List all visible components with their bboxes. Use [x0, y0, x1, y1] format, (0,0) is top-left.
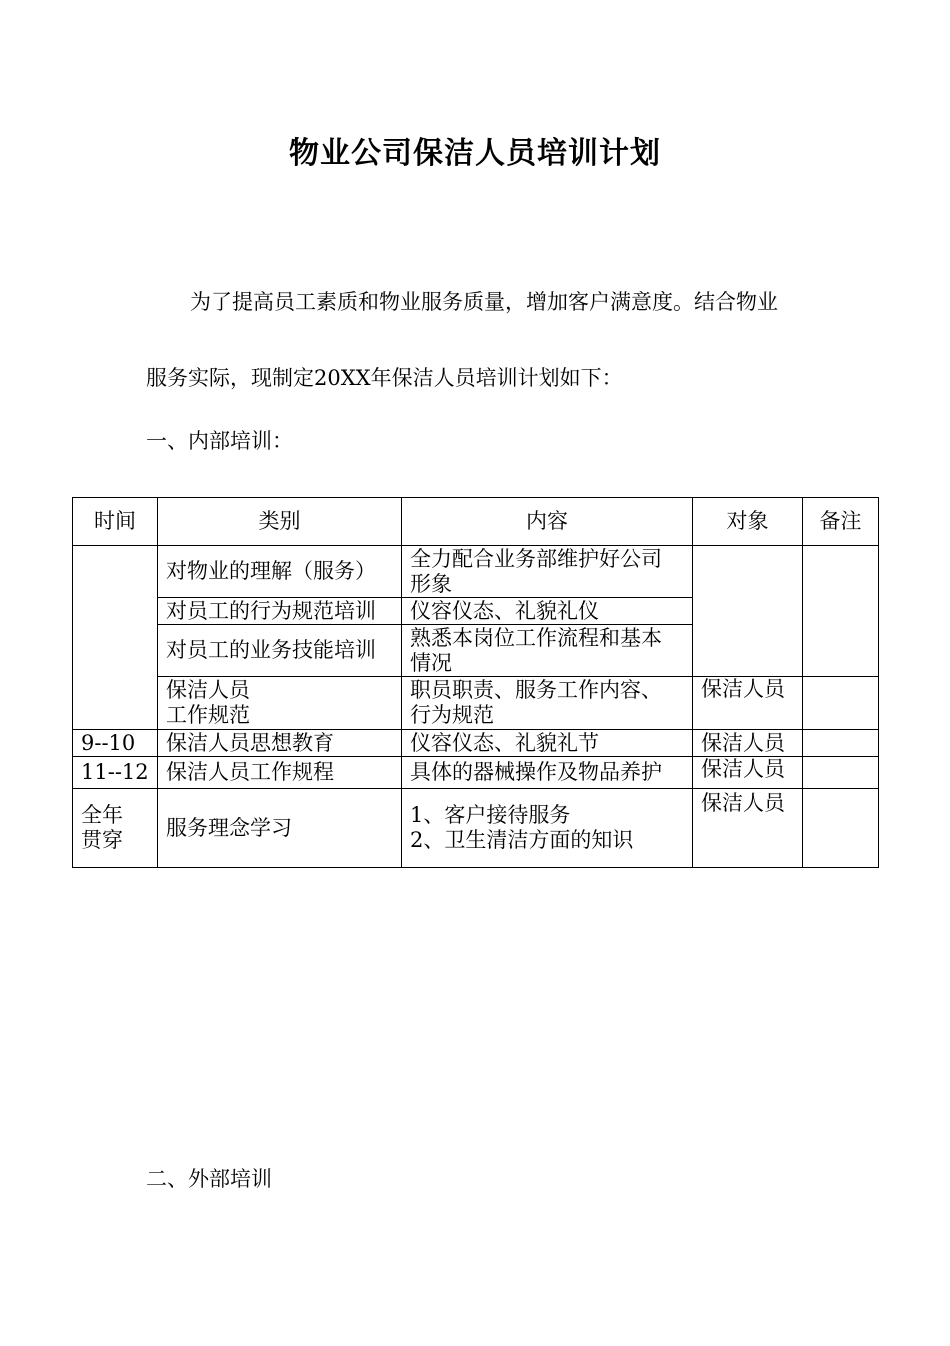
target-cell: 保洁人员	[693, 730, 803, 757]
time-cell: 9--10	[73, 730, 158, 757]
category-cell: 对员工的业务技能培训	[158, 625, 402, 677]
time-line: 全年	[81, 803, 123, 827]
target-cell: 保洁人员	[693, 677, 803, 730]
intro-line-2: 服务实际，现制定20XX年保洁人员培训计划如下：	[146, 366, 623, 390]
intro-line-1: 为了提高员工素质和物业服务质量，增加客户满意度。结合物业	[190, 290, 778, 314]
category-cell: 保洁人员思想教育	[158, 730, 402, 757]
training-plan-table	[72, 497, 879, 868]
content-line: 情况	[410, 650, 452, 675]
header-content: 内容	[402, 498, 693, 546]
header-target: 对象	[693, 498, 803, 546]
remarks-cell	[803, 677, 879, 730]
remarks-cell	[803, 789, 879, 868]
section-heading-internal: 一、内部培训：	[146, 429, 293, 453]
header-remarks: 备注	[803, 498, 879, 546]
time-cell	[73, 546, 158, 730]
table-header-row	[73, 498, 879, 546]
header-category: 类别	[158, 498, 402, 546]
content-cell	[402, 789, 693, 868]
table-row	[73, 730, 879, 757]
category-cell: 保洁人员工作规程	[158, 757, 402, 789]
content-cell: 具体的器械操作及物品养护	[402, 757, 693, 789]
content-cell	[402, 625, 693, 677]
category-cell: 对员工的行为规范培训	[158, 598, 402, 625]
content-cell: 仪容仪态、礼貌礼仪	[402, 598, 693, 625]
table-row	[73, 757, 879, 789]
content-line: 职员职责、服务工作内容、	[410, 678, 662, 702]
remarks-cell	[803, 730, 879, 757]
content-cell: 仪容仪态、礼貌礼节	[402, 730, 693, 757]
time-cell: 11--12	[73, 757, 158, 789]
target-cell: 保洁人员	[693, 757, 803, 789]
content-line: 熟悉本岗位工作流程和基本	[410, 625, 662, 650]
table-row	[73, 789, 879, 868]
table-row	[73, 546, 879, 598]
remarks-cell	[803, 757, 879, 789]
section-heading-external: 二、外部培训	[146, 1167, 272, 1191]
category-cell: 对物业的理解（服务）	[158, 546, 402, 598]
category-cell: 服务理念学习	[158, 789, 402, 868]
content-cell	[402, 677, 693, 730]
content-line: 形象	[410, 571, 452, 596]
category-cell	[158, 677, 402, 730]
content-line: 2、卫生清洁方面的知识	[410, 828, 634, 852]
content-line: 全力配合业务部维护好公司	[410, 546, 662, 571]
target-cell: 保洁人员	[693, 789, 803, 868]
header-time: 时间	[73, 498, 158, 546]
time-cell	[73, 789, 158, 868]
content-line: 行为规范	[410, 703, 494, 727]
category-line: 保洁人员	[166, 678, 250, 702]
category-line: 工作规范	[166, 703, 250, 727]
content-cell	[402, 546, 693, 598]
time-line: 贯穿	[81, 828, 123, 852]
page-title: 物业公司保洁人员培训计划	[289, 136, 661, 171]
remarks-cell	[803, 546, 879, 677]
table-row	[73, 677, 879, 730]
target-cell	[693, 546, 803, 677]
content-line: 1、客户接待服务	[410, 803, 571, 827]
